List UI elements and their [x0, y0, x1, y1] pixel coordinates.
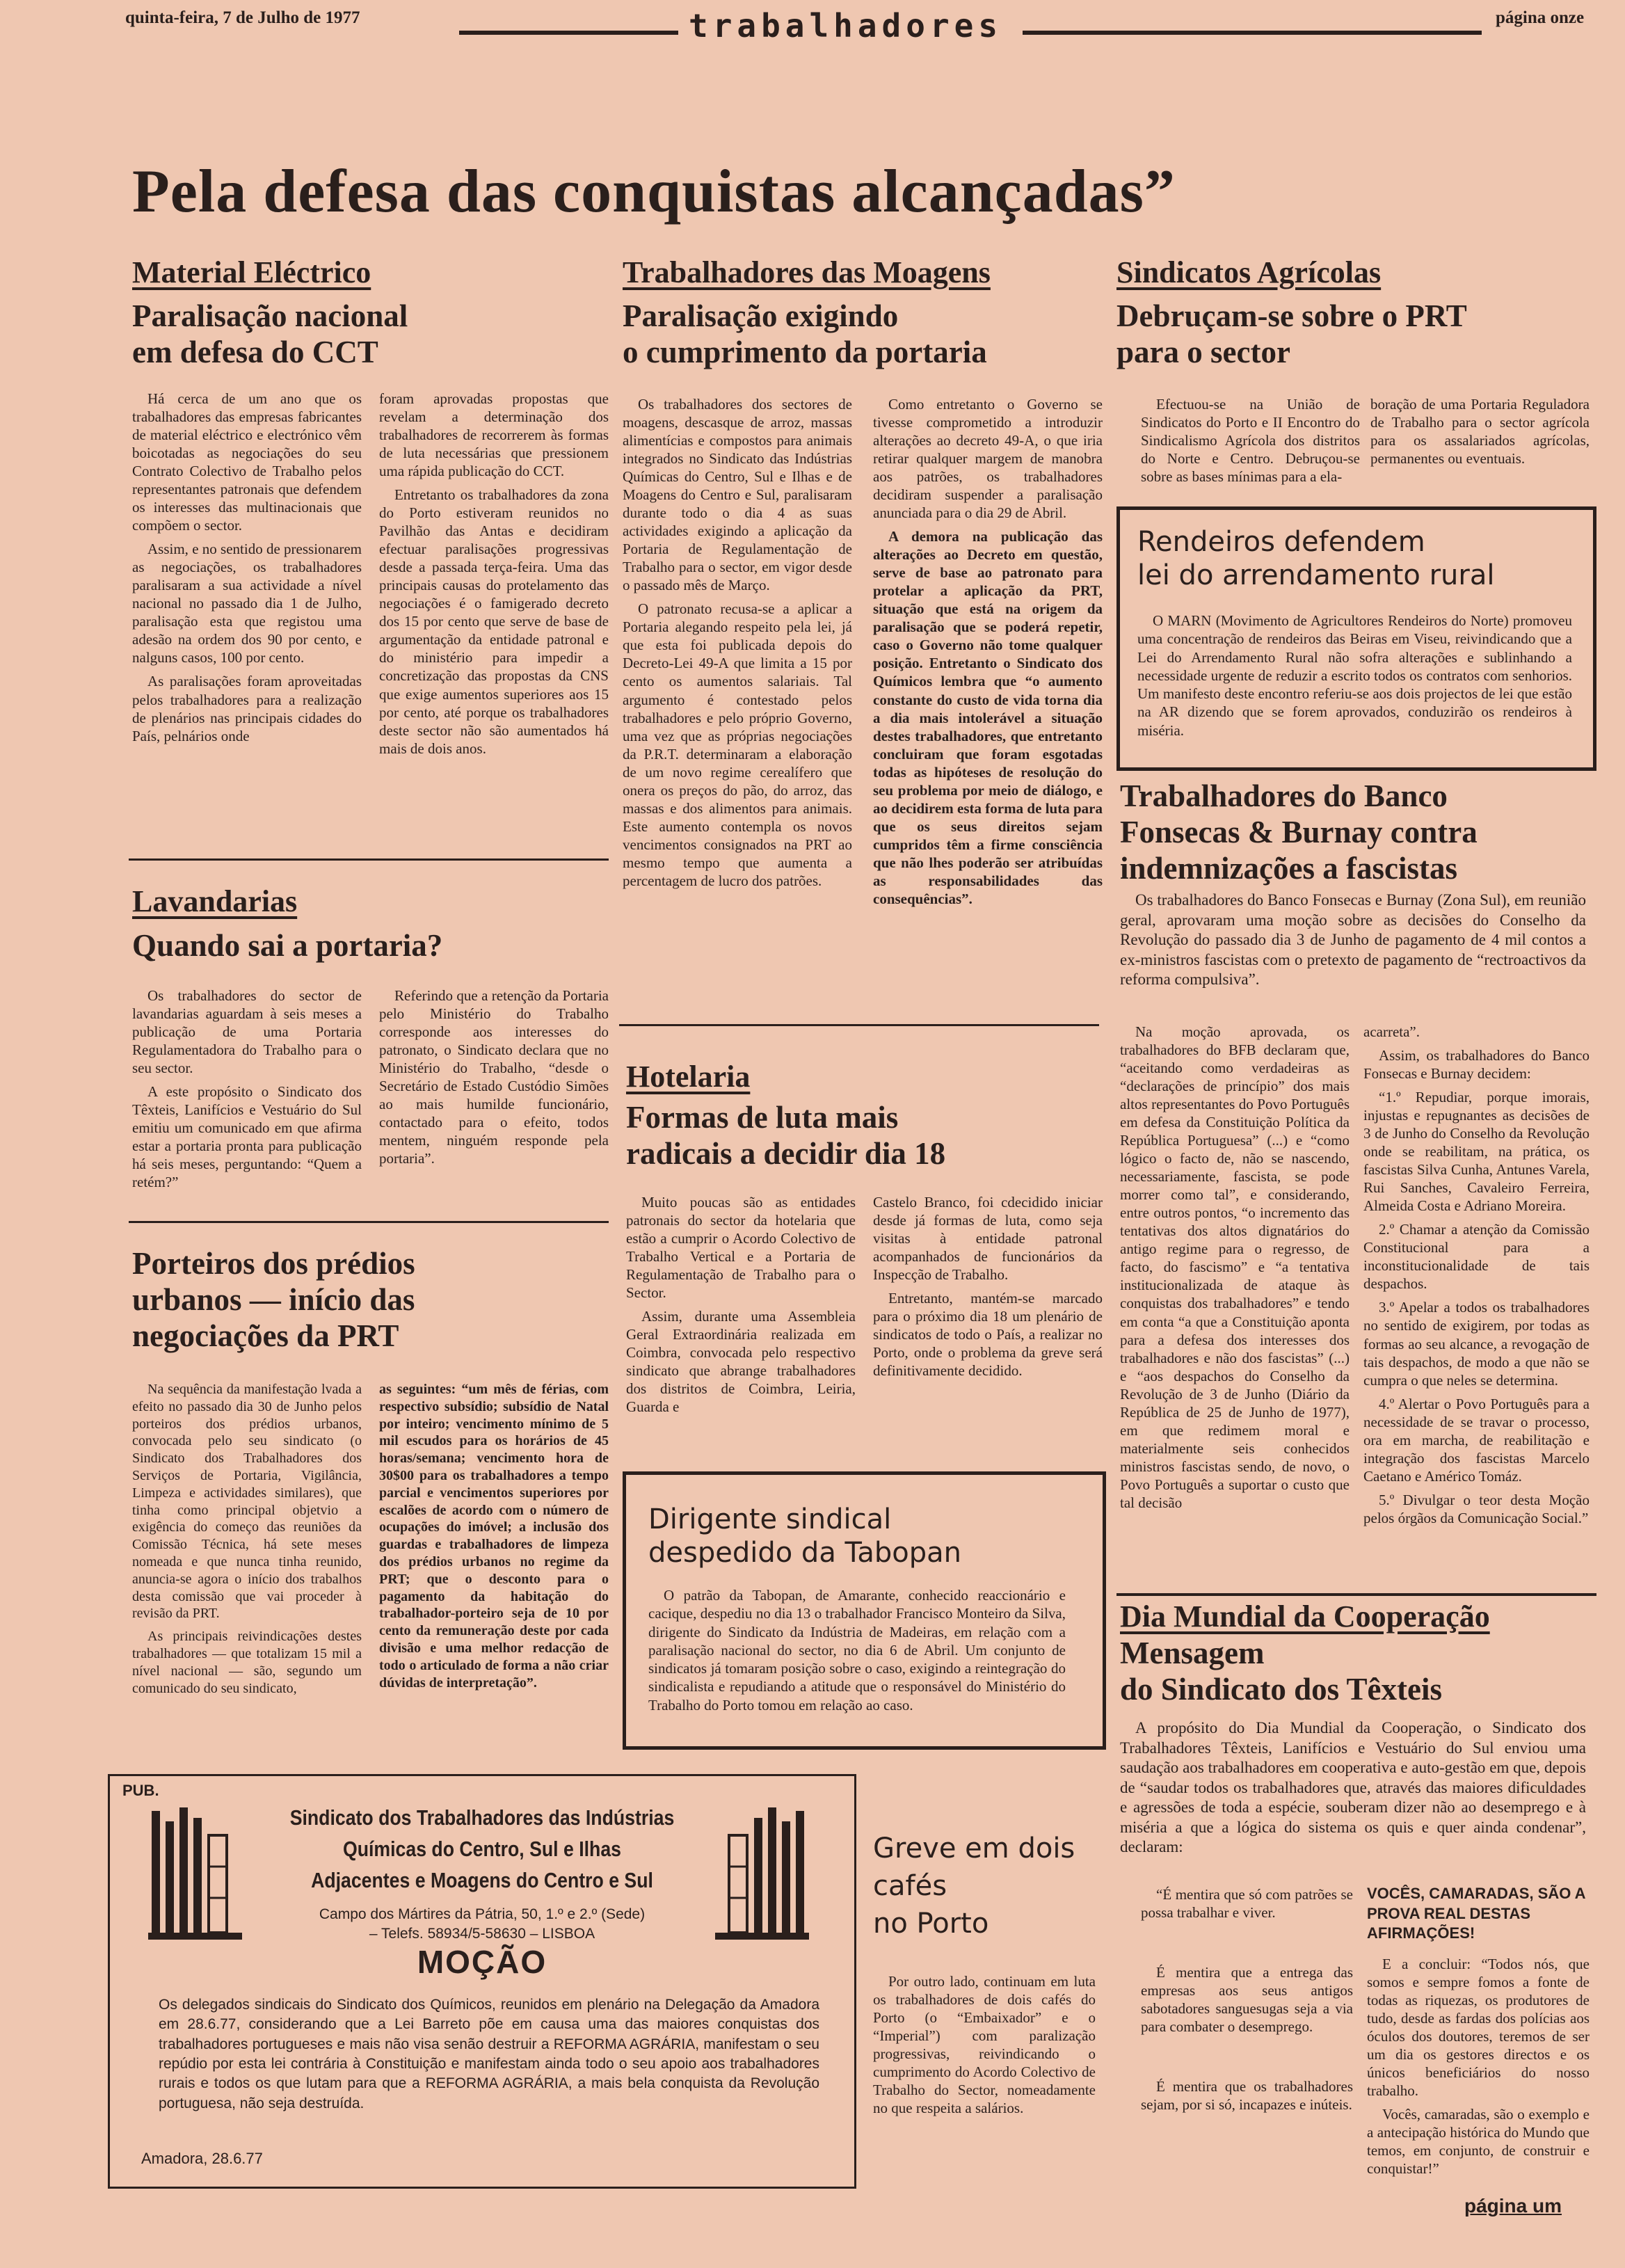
rendeiros-text: O MARN (Movimento de Agricultores Rendeiros do Norte) promoveu uma concentração de rendeiros das Beiras em Viseu, reivindicando que a Lei do Arrendamento Rural não sofra alterações e sublinhando a necessidade urgente de reduzir a escrito todos os contratos com senhorios. Um manifesto deste encontro referiu-se aos dois projectos de lei que estão na AR dizendo que se forem aprovados, conduzirão os rendeiros à miséria.: [1137, 612, 1572, 739]
ad-box: [108, 1774, 856, 2189]
moagens-text-col2: Como entretanto o Governo se tivesse comprometido a introduzir alterações ao decreto 49-A, o que iria retirar qualquer margem de manobra aos patrões, os trabalhadores decidiram suspender a paralisação anunciada para o dia 29 de Abril. A demora na publicação das alterações ao Decreto em questão, serve de base ao patronato para protelar a aplicação da PRT, situação que está na origem da paralisação que se poderá repetir, caso o Governo não tome qualquer posição. Entretanto o Sindicato dos Químicos lembra que “o aumento constante do custo de vida torna dia a dia mais intolerável a situação destes trabalhadores, que entretanto concluiram que foram esgotadas todas as hipóteses de resolução do seu problema por meio de diálogo, e ao decidirem esta forma de luta para que os seus direitos sejam cumpridos têm a firme consciência que não lhes poderão ser atribuídas as responsabilidades das consequências”.: [873, 396, 1103, 907]
hotelaria-text-col2: Castelo Branco, foi cdecidido iniciar desde já formas de luta, como seja visitas à entidade patronal acompanhados de funcionários da Inspecção de Trabalho. Entretanto, mantém-se marcado para o próximo dia 18 um plenário de sindicatos de todo o País, a realizar no Porto, onde o problema da greve será definitivamente decidido.: [873, 1194, 1103, 1380]
material-headline: Paralisação nacional em defesa do CCT: [132, 298, 408, 370]
rendeiros-box: [1116, 506, 1596, 771]
divider-col1-a: [129, 859, 609, 861]
banco-text-col1: Na moção aprovada, os trabalhadores do BFB declaram que, “aceitando como verdadeiras as “declarações de princípio” dos mais altos representantes do Povo Português em defesa da Constituição Política da República Portuguesa” (...) e “como lógico o facto de, não se nascendo, necessariamente, fascista, se pode morrer como tal”, e considerando, entre outros pontos, “o incremento das tentativas dos altos dignatários do antigo regime para o regresso, de facto, do fascismo” e “a tentativa institucionalizada de ataque às conquistas dos trabalhadores” e tendo em conta “a que a Constituição aponta para a defesa dos interesses dos trabalhadores e não dos fascistas” (...) e “aos despachos do Conselho da Revolução de 3 de Junho (Diário da República de 25 de Junho de 1977), em que redimem moral e materialmente seis conhecidos ministros fascistas sendo, de novo, o Povo Português a suportar o custo que tal decisão: [1120, 1023, 1350, 1511]
cooperacao-text-col2: E a concluir: “Todos nós, que somos e sempre fomos a fonte de todas as riquezas, os produtores de tudo, desde as fardas dos polícias aos óculos dos doutores, teremos de ser um dia os gestores directos e os únicos beneficiários do nosso trabalho. Vocês, camaradas, são o exemplo e a antecipação histórica do Mundo que temos, em conjunto, de construir e conquistar!”: [1367, 1956, 1590, 2178]
footer-page-label: página um: [1464, 2195, 1562, 2217]
material-kicker: Material Eléctrico: [132, 255, 371, 289]
agricolas-text-col1: Efectuou-se na União de Sindicatos do Porto e II Encontro do Sindicalismo Agrícola dos distritos do Norte e Centro. Debruçou-se sobre as bases mínimas para a ela-: [1141, 396, 1360, 486]
porteiros-headline: Porteiros dos prédios urbanos — início das negociações da PRT: [132, 1246, 415, 1354]
lavandarias-headline: Quando sai a portaria?: [132, 928, 443, 963]
banco-headline: Trabalhadores do Banco Fonsecas & Burnay contra indemnizações a fascistas: [1120, 778, 1478, 886]
divider-col3: [1116, 1593, 1596, 1596]
moagens-text-col1: Os trabalhadores dos sectores de moagens, descasque de arroz, massas alimentícias e compostos para animais integrados no Sindicato das Indústrias Químicas do Centro, Sul e Ilhas e de Moagens do Centro e Sul, paralisaram durante todo o dia 4 as suas actividades exigindo a aplicação da Portaria de Regulamentação de Trabalho para o sector, em vigor desde o passado mês de Março. O patronato recusa-se a aplicar a Portaria alegando respeito pela lei, já que esta foi publicada depois do Decreto-Lei 49-A que limita a 15 por cento os aumentos salariais. Tal argumento é contestado pelos trabalhadores e pelo próprio Governo, uma vez que as próprias negociações da P.R.T. determinaram a elaboração de um novo regime cerealífero que onera os preços do pão, do arroz, das massas e dos alimentos para animais. Este aumento contempla os novos vencimentos consignados na PRT ao mesmo tempo que aumenta a percentagem de lucro dos patrões.: [623, 396, 852, 889]
hotelaria-kicker: Hotelaria: [626, 1060, 751, 1094]
factory-icon-right: [708, 1804, 812, 1943]
cooperacao-caps: VOCÊS, CAMARADAS, SÃO A PROVA REAL DESTAS AFIRMAÇÕES!: [1367, 1885, 1585, 1942]
tabopan-text: O patrão da Tabopan, de Amarante, conhecido reaccionário e cacique, despediu no dia 13 o trabalhador Francisco Monteiro da Silva, dirigente do Sindicato da Indústria de Madeiras, em relação com a paralisação nacional do sector, no dia 6 de Abril. Um conjunto de sindicatos já tomaram posição sobre o caso, exigindo a reintegração do sindicalista e repudiando a atitude que o responsável do Ministério do Trabalho do Porto tomou em relação ao caso.: [648, 1587, 1066, 1714]
lavandarias-text-col2: Referindo que a retenção da Portaria pelo Ministério do Trabalho corresponde aos interesses do patronato, o Sindicato declara que no Ministério do Trabalho, “desde o Secretário de Estado Custódio Simões ao mais humilde funcionário, contactado para o efeito, todos mentem, ninguém responde pela portaria”.: [379, 987, 609, 1167]
agricolas-text-col2: boração de uma Portaria Reguladora de Trabalho para o sector agrícola para os assalariados agrícolas, permanentes ou eventuais.: [1370, 396, 1590, 468]
ad-motion-text: Os delegados sindicais do Sindicato dos Químicos, reunidos em plenário na Delegação da Amadora em 28.6.77, considerando que a Lei Barreto põe em causa uma das maiores conquistas dos trabalhadores portugueses e mais não visa senão destruir a REFORMA AGRÁRIA, manifestam o seu repúdio por esta lei contrária à Constituição e manifestam ainda todo o seu apoio aos trabalhadores rurais e todos os que lutam para que a REFORMA AGRÁRIA, a mais bela conquista da Revolução portuguesa, não seja destruída.: [159, 1997, 819, 2111]
divider-col2-a: [619, 1024, 1099, 1026]
cooperacao-lead: A propósito do Dia Mundial da Cooperação, o Sindicato dos Trabalhadores Têxteis, Lanifícios e Vestuário do Sul enviou uma saudação aos trabalhadores em cooperativa e auto-gestão em que, depois de “saudar todos os trabalhadores que, através das maiores dificuldades e agressões de toda a espécie, souberam dizer não ao desemprego e à miséria a que a lógica do sistema os quis e quer ainda condenar”, declaram:: [1120, 1719, 1586, 1856]
cooperacao-kicker: Dia Mundial da Cooperação: [1120, 1599, 1490, 1634]
banco-text-col2: acarreta”. Assim, os trabalhadores do Banco Fonsecas e Burnay decidem: “1.º Repudiar, porque imorais, injustas e repugnantes as decisões de 3 de Junho do Conselho da Revolução onde se reabilitam, na prática, os fascistas Silva Cunha, Antunes Varela, Rui Sanches, Cavaleiro Ferreira, Almeida Costa e Adriano Moreira. 2.º Chamar a atenção da Comissão Constitucional para a inconstitucionalidade de tais despachos. 3.º Apelar a todos os trabalhadores no sentido de exigirem, por todas as formas ao seu alcance, a revogação de tais despachos, de modo a que não se cumpra o que neles se determina. 4.º Alertar o Povo Português para a necessidade de se travar o processo, ora em marcha, de reabilitação e integração dos fascistas Marcelo Caetano e Américo Tomáz. 5.º Divulgar o teor desta Moção pelos órgãos da Comunicação Social.”: [1363, 1023, 1590, 1526]
rendeiros-title: Rendeiros defendem lei do arrendamento rural: [1137, 526, 1495, 591]
agricolas-kicker: Sindicatos Agrícolas: [1116, 255, 1382, 289]
header-rule-left: [459, 31, 678, 35]
issue-date: quinta-feira, 7 de Julho de 1977: [125, 8, 360, 27]
ad-pub-label: PUB.: [122, 1782, 159, 1799]
banco-lead: Os trabalhadores do Banco Fonsecas e Burnay (Zona Sul), em reunião geral, aprovaram uma moção sobre as decisões do Conselho da Revolução do passado dia 3 de Junho de pagamento de 4 mil contos a ex-ministros fascistas com o pretexto de pagamento de “rectroactivos da reforma compulsiva”.: [1120, 891, 1586, 989]
ad-motion-title: MOÇÃO: [417, 1944, 547, 1980]
cooperacao-headline: Mensagem do Sindicato dos Têxteis: [1120, 1636, 1443, 1707]
lavandarias-kicker: Lavandarias: [132, 884, 298, 918]
greve-text: Por outro lado, continuam em luta os trabalhadores de dois cafés do Porto (o “Embaixador” e o “Imperial”) com paralização progressivas, reivindicando o cumprimento do Acordo Colectivo de Trabalho do Sector, nomeadamente no que respeita a salários.: [873, 1973, 1096, 2117]
ad-signature: Amadora, 28.6.77: [141, 2150, 263, 2167]
greve-title: Greve em dois cafés no Porto: [873, 1832, 1075, 1940]
factory-icon-left: [145, 1804, 249, 1943]
agricolas-headline: Debruçam-se sobre o PRT para o sector: [1116, 298, 1467, 370]
header-rule-right: [1023, 31, 1482, 35]
section-title: trabalhadores: [689, 7, 1003, 45]
ad-address: Campo dos Mártires da Pátria, 50, 1.º e 2.º (Sede) – Telefs. 58934/5-58630 – LISBOA: [319, 1906, 646, 1942]
ad-organization: Sindicato dos Trabalhadores das Indústrias Químicas do Centro, Sul e Ilhas Adjacentes e Moagens do Centro e Sul: [289, 1805, 675, 1892]
hotelaria-headline: Formas de luta mais radicais a decidir dia 18: [626, 1100, 946, 1172]
lavandarias-text-col1: Os trabalhadores do sector de lavandarias aguardam à seis meses a publicação de uma Portaria Regulamentadora do Trabalho para o seu sector. A este propósito o Sindicato dos Têxteis, Lanifícios e Vestuário do Sul emitiu um comunicado em que afirma estar a portaria pronta para publicação há seis meses, perguntando: “Quem a retém?”: [132, 987, 362, 1191]
hotelaria-text-col1: Muito poucas são as entidades patronais do sector da hotelaria que estão a cumprir o Acordo Colectivo de Trabalho Vertical e a Portaria de Regulamentação de Trabalho para o Sector. Assim, durante uma Assembleia Geral Extraordinária realizada em Coimbra, convocada pelo respectivo sindicato que abrange trabalhadores dos distritos de Coimbra, Leiria, Guarda e: [626, 1194, 856, 1416]
moagens-headline: Paralisação exigindo o cumprimento da portaria: [623, 298, 987, 370]
tabopan-title: Dirigente sindical despedido da Tabopan: [648, 1503, 961, 1569]
cooperacao-text-col1: “É mentira que só com patrões se possa trabalhar e viver. É mentira que a entrega das empresas aos seus antigos sabotadores sanguesugas seja a via para combater o desemprego. É mentira que os trabalhadores sejam, por si só, incapazes e inúteis.: [1141, 1886, 1353, 2114]
moagens-kicker: Trabalhadores das Moagens: [623, 255, 991, 289]
material-text-col1: Há cerca de um ano que os trabalhadores das empresas fabricantes de material eléctrico e electrónico vêm boicotadas as negociações do seu Contrato Colectivo de Trabalho pelos representantes patronais que defendem os interesses das multinacionais que compõem o sector. Assim, e no sentido de pressionarem as negociações, os trabalhadores paralisaram a sua actividade a nível nacional no passado dia 1 de Julho, paralisação esta que registou uma adesão na ordem dos 90 por cento, e nalguns casos, 100 por cento. As paralisações foram aproveitadas pelos trabalhadores para a realização de plenários nas principais cidades do País, pelnários onde: [132, 390, 362, 744]
page-number: página onze: [1496, 8, 1585, 27]
material-text-col2: foram aprovadas propostas que revelam a determinação dos trabalhadores de recorrerem às formas de luta necessárias que pressionem uma rápida publicação do CCT. Entretanto os trabalhadores da zona do Porto estiveram reunidos no Pavilhão das Antas e decidiram efectuar paralisações progressivas desde a passada terça-feira. Uma das principais causas do protelamento das negociações é o famigerado decreto dos 15 por cento que serve de base de argumentação da entidade patronal e do ministério para impedir a concretização das propostas da CNS que exige aumentos superiores aos 15 por cento, até porque os trabalhadores deste sector não são aumentados há mais de dois anos.: [379, 390, 609, 757]
divider-col1-b: [129, 1221, 609, 1223]
porteiros-text-col1: Na sequência da manifestação lvada a efeito no passado dia 30 de Junho pelos porteiros dos prédios urbanos, convocada pelo seu sindicato (o Sindicato dos Trabalhadores dos Serviços de Portaria, Vigilância, Limpeza e actividades similares), que tinha como principal objetvio a exigência do começo das reuniões da Comissão Técnica, há sete meses nomeada e que nunca tinha reunido, anuncia-se agora o início dos trabalhos desta comissão que vai proceder à revisão da PRT. As principais reivindicações destes trabalhadores — que totalizam 15 mil a nível nacional — são, segundo um comunicado do seu sindicato,: [132, 1382, 362, 1696]
main-headline: Pela defesa das conquistas alcançadas”: [132, 158, 1176, 225]
tabopan-box: [623, 1471, 1106, 1750]
porteiros-text-col2: as seguintes: “um mês de férias, com respectivo subsídio; subsídio de Natal por inteiro; vencimento mínimo de 5 mil escudos para os horários de 45 horas/semana; vencimento hora de 30$00 para os trabalhadores a tempo parcial e vencimentos superiores por escalões de acordo com o número de ocupações do imóvel; a inclusão dos guardas e trabalhadores de limpeza dos prédios urbanos no regime da PRT; que o desconto para o pagamento da habitação do trabalhador-porteiro seja de 10 por cento da remuneração deste por cada divisão e uma melhor redacção de todo o articulado de forma a não criar dúvidas de interpretação”.: [379, 1382, 609, 1691]
